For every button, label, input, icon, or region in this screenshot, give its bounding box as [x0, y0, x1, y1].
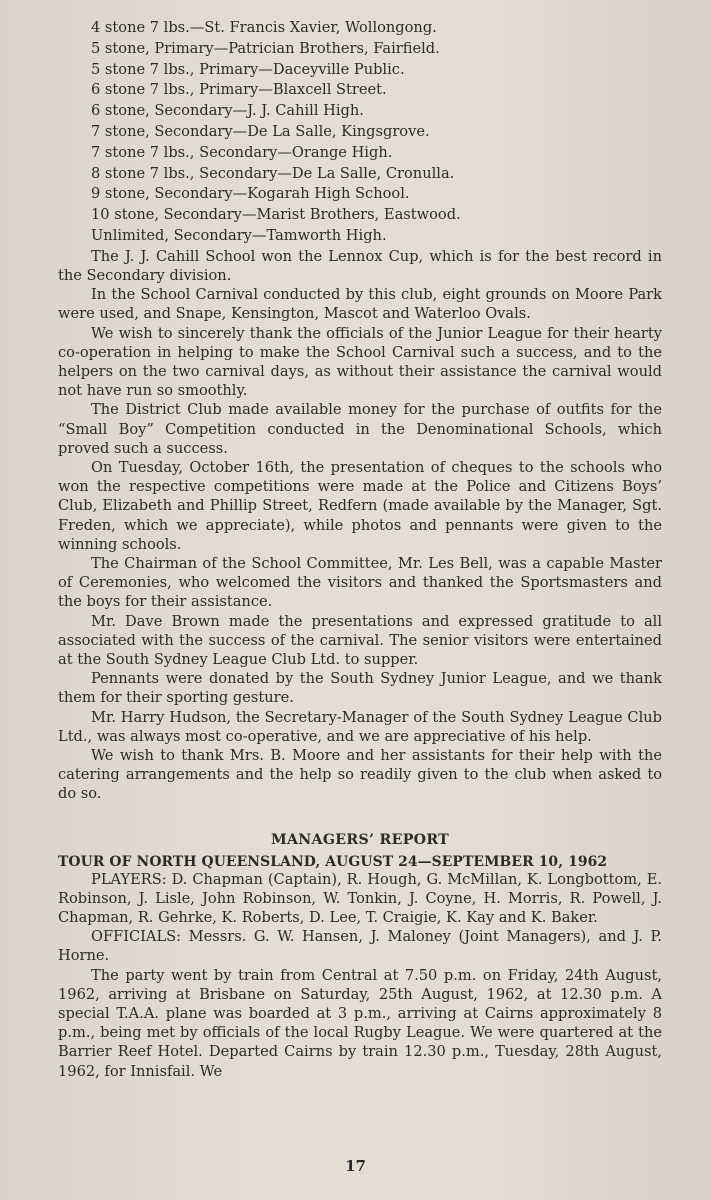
paragraph-catering-thanks: We wish to thank Mrs. B. Moore and her assistants for their help with the catering arrangements and the help so readily given to the club when asked to do so. — [58, 747, 662, 803]
paragraph-thanks-junior-league: We wish to sincerely thank the officials of the Junior League for their hearty co-operation in helping to make the School Carnival such a success, and to the helpers on the two carnival days, as without their assistance the carnival would not have run so smoothly. — [58, 324, 662, 400]
list-item: 7 stone, Secondary—De La Salle, Kingsgrove. — [91, 122, 430, 140]
paragraph-small-boy-competition: The District Club made available money for the purchase of outfits for the “Small Boy” Competition conducted in the Denominational Schools, which proved such a success. — [58, 401, 662, 457]
paragraph-presentation-cheques: On Tuesday, October 16th, the presentation of cheques to the schools who won the respective competitions were made at the Police and Citizens Boys’ Club, Elizabeth and Phillip Street, Redfern (made available by the Manager, Sgt. Freden, which we appreciate), while photos and pennants were given to the winning schools. — [58, 459, 662, 553]
managers-report-heading: MANAGERS’ REPORT — [270, 831, 450, 848]
page-text — [58, 18, 662, 1081]
paragraph-pennants: Pennants were donated by the South Sydney Junior League, and we thank them for their sporting gesture. — [58, 670, 662, 707]
page-number: 17 — [345, 1157, 366, 1175]
list-item: 8 stone 7 lbs., Secondary—De La Salle, Cronulla. — [91, 164, 455, 182]
paragraph-chairman: The Chairman of the School Committee, Mr. Les Bell, was a capable Master of Ceremonies, who welcomed the visitors and thanked the Sportsmasters and the boys for their assistance. — [58, 555, 662, 611]
paragraph-players: PLAYERS: D. Chapman (Captain), R. Hough, G. McMillan, K. Longbottom, E. Robinson, J. Lisle, John Robinson, W. Tonkin, J. Coyne, H. Morris, R. Powell, J. Chapman, R. Gehrke, K. Roberts, D. Lee, T. Craigie, K. Kay and K. Baker. — [58, 870, 662, 927]
list-item: 5 stone 7 lbs., Primary—Daceyville Public. — [91, 60, 405, 78]
list-item: 6 stone 7 lbs., Primary—Blaxcell Street. — [91, 81, 387, 99]
list-item: 6 stone, Secondary—J. J. Cahill High. — [91, 102, 364, 120]
paragraph-harry-hudson: Mr. Harry Hudson, the Secretary-Manager of the South Sydney League Club Ltd., was always most co-operative, and we are appreciative of his help. — [58, 708, 662, 745]
paragraph-dave-brown: Mr. Dave Brown made the presentations and expressed gratitude to all associated with the success of the carnival. The senior visitors were entertained at the South Sydney League Club Ltd. to supper. — [58, 612, 662, 669]
tour-heading: TOUR OF NORTH QUEENSLAND, AUGUST 24—SEPTEMBER 10, 1962 — [58, 853, 608, 870]
paragraph-lennox-cup: The J. J. Cahill School won the Lennox Cup, which is for the best record in the Secondary division. — [58, 247, 662, 284]
list-item: Unlimited, Secondary—Tamworth High. — [91, 226, 387, 244]
list-item: 10 stone, Secondary—Marist Brothers, Eastwood. — [91, 206, 461, 224]
list-item: 9 stone, Secondary—Kogarah High School. — [91, 185, 410, 203]
paragraph-officials: OFFICIALS: Messrs. G. W. Hansen, J. Maloney (Joint Managers), and J. P. Horne. — [58, 928, 662, 965]
list-item: 5 stone, Primary—Patrician Brothers, Fairfield. — [91, 39, 440, 57]
list-item: 7 stone 7 lbs., Secondary—Orange High. — [91, 143, 393, 161]
division-winners-list — [58, 18, 662, 247]
list-item: 4 stone 7 lbs.—St. Francis Xavier, Wollongong. — [91, 19, 437, 36]
paragraph-journey: The party went by train from Central at 7.50 p.m. on Friday, 24th August, 1962, arriving at Brisbane on Saturday, 25th August, 1962, at 12.30 p.m. A special T.A.A. plane was boarded at 3 p.m., arriving at Cairns approximately 8 p.m., being met by officials of the local Rugby League. We were quartered at the Barrier Reef Hotel. Departed Cairns by train 12.30 p.m., Tuesday, 28th August, 1962, for Innisfail. We — [58, 966, 662, 1080]
paragraph-carnival-grounds: In the School Carnival conducted by this club, eight grounds on Moore Park were used, and Snape, Kensington, Mascot and Waterloo Ovals. — [58, 286, 662, 323]
